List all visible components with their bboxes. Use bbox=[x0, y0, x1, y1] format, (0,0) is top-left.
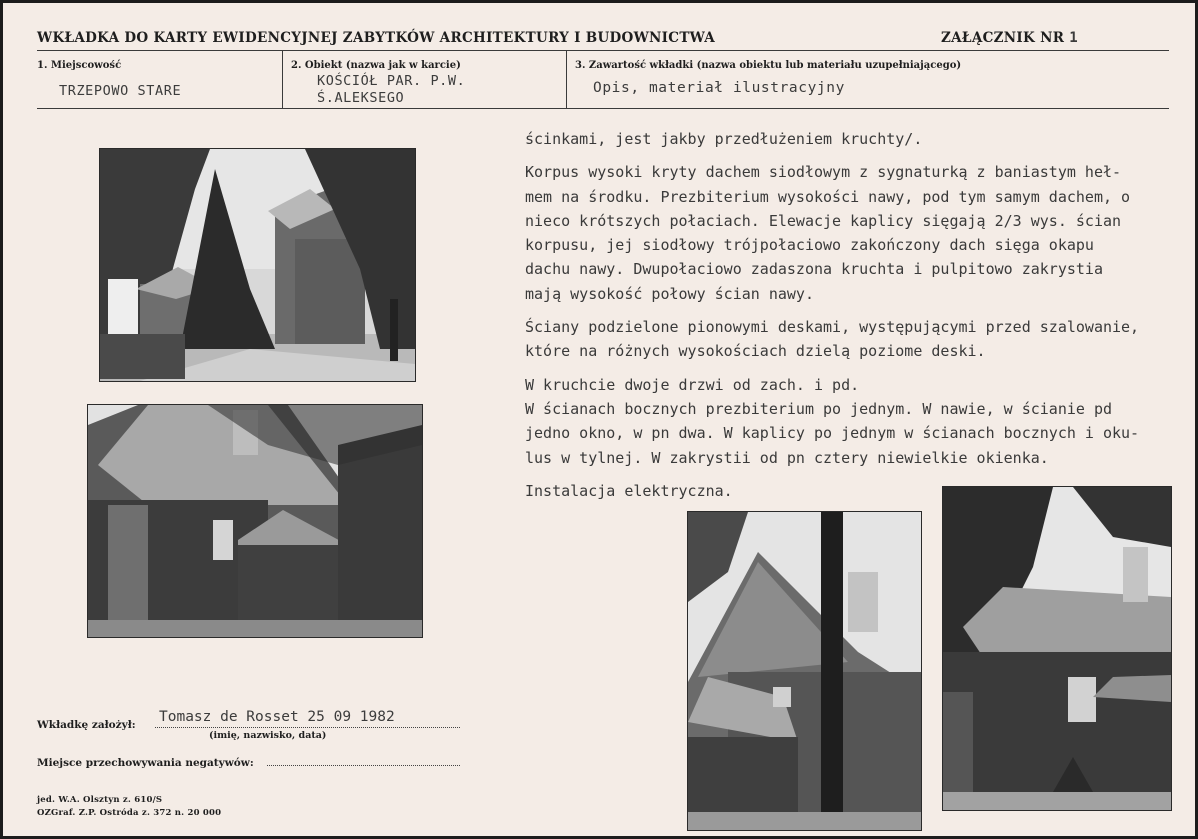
print-info-line2: OZGraf. Z.P. Ostróda z. 372 n. 20 000 bbox=[37, 808, 222, 818]
locality-label: 1. Miejscowość bbox=[37, 60, 122, 71]
field-divider-2 bbox=[566, 51, 567, 109]
author-value: Tomasz de Rosset 25 09 1982 bbox=[159, 709, 395, 725]
header-rule-bottom bbox=[37, 108, 1169, 109]
description-line: lus w tylnej. W zakrystii od pn cztery niewielkie okienka. bbox=[525, 448, 1049, 467]
description-line: mają wysokość połowy ścian nawy. bbox=[525, 284, 814, 303]
print-info-line1: jed. W.A. Olsztyn z. 610/S bbox=[37, 795, 163, 805]
header-rule-top bbox=[37, 50, 1169, 51]
church-photo-distant-view bbox=[99, 148, 416, 382]
description-line: Korpus wysoki kryty dachem siodłowym z sygnaturką z baniastym heł- bbox=[525, 163, 1122, 182]
description-line: nieco krótszych połaciach. Elewacje kaplicy sięgają 2/3 wys. ścian bbox=[525, 211, 1122, 230]
description-paragraph-1 bbox=[525, 127, 1190, 151]
field-divider-1 bbox=[282, 51, 283, 109]
description-line: mem na środku. Prezbiterium wysokości nawy, pod tym samym dachem, o bbox=[525, 187, 1131, 206]
photo-image bbox=[688, 512, 921, 830]
contents-label: 3. Zawartość wkładki (nazwa obiektu lub materiału uzupełniającego) bbox=[575, 60, 962, 71]
photo-image bbox=[100, 149, 415, 381]
locality-value: TRZEPOWO STARE bbox=[59, 83, 182, 99]
description-line: korpusu, jej siodłowy trójpołaciowo zakończony dach sięga okapu bbox=[525, 236, 1094, 255]
storage-label: Miejsce przechowywania negatywów: bbox=[37, 757, 254, 769]
church-photo-front-gable bbox=[687, 511, 922, 831]
description-paragraph-2 bbox=[525, 160, 1190, 306]
description-line: które na różnych wysokościach dzielą poziome deski. bbox=[525, 342, 986, 361]
inventory-card-insert bbox=[3, 3, 1195, 836]
description-line: W kruchcie dwoje drzwi od zach. i pd. bbox=[525, 375, 860, 394]
church-photo-corner-view bbox=[942, 486, 1172, 811]
description-paragraph-3 bbox=[525, 315, 1190, 364]
author-dotted-line bbox=[155, 727, 460, 728]
description-paragraph-4 bbox=[525, 373, 1190, 470]
annex-label bbox=[941, 30, 1078, 46]
photo-image bbox=[943, 487, 1171, 810]
author-hint: (imię, nazwisko, data) bbox=[209, 730, 327, 741]
annex-number: 1 bbox=[1069, 30, 1078, 46]
description-line: Ściany podzielone pionowymi deskami, występującymi przed szalowanie, bbox=[525, 318, 1140, 337]
form-title: WKŁADKA DO KARTY EWIDENCYJNEJ ZABYTKÓW ARCHITEKTURY I BUDOWNICTWA bbox=[37, 30, 716, 46]
description-text bbox=[525, 127, 1190, 512]
object-value-line1: KOŚCIÓŁ PAR. P.W. bbox=[317, 73, 466, 89]
description-line: ścinkami, jest jakby przedłużeniem kruchty/. bbox=[525, 130, 923, 148]
author-label: Wkładkę założył: bbox=[37, 719, 136, 731]
annex-label-text: ZAŁĄCZNIK NR bbox=[941, 30, 1065, 46]
storage-dotted-line bbox=[267, 765, 460, 766]
description-line: Instalacja elektryczna. bbox=[525, 481, 733, 500]
description-line: dachu nawy. Dwupołaciowo zadaszona kruchta i pulpitowo zakrystia bbox=[525, 260, 1103, 279]
photo-image bbox=[88, 405, 422, 637]
object-value-line2: Ś.ALEKSEGO bbox=[317, 90, 405, 106]
church-photo-side-view bbox=[87, 404, 423, 638]
contents-value: Opis, materiał ilustracyjny bbox=[593, 80, 845, 96]
description-line: W ścianach bocznych prezbiterium po jednym. W nawie, w ścianie pd bbox=[525, 399, 1112, 418]
description-line: jedno okno, w pn dwa. W kaplicy po jednym w ścianach bocznych i oku- bbox=[525, 424, 1140, 443]
object-label: 2. Obiekt (nazwa jak w karcie) bbox=[291, 60, 461, 71]
